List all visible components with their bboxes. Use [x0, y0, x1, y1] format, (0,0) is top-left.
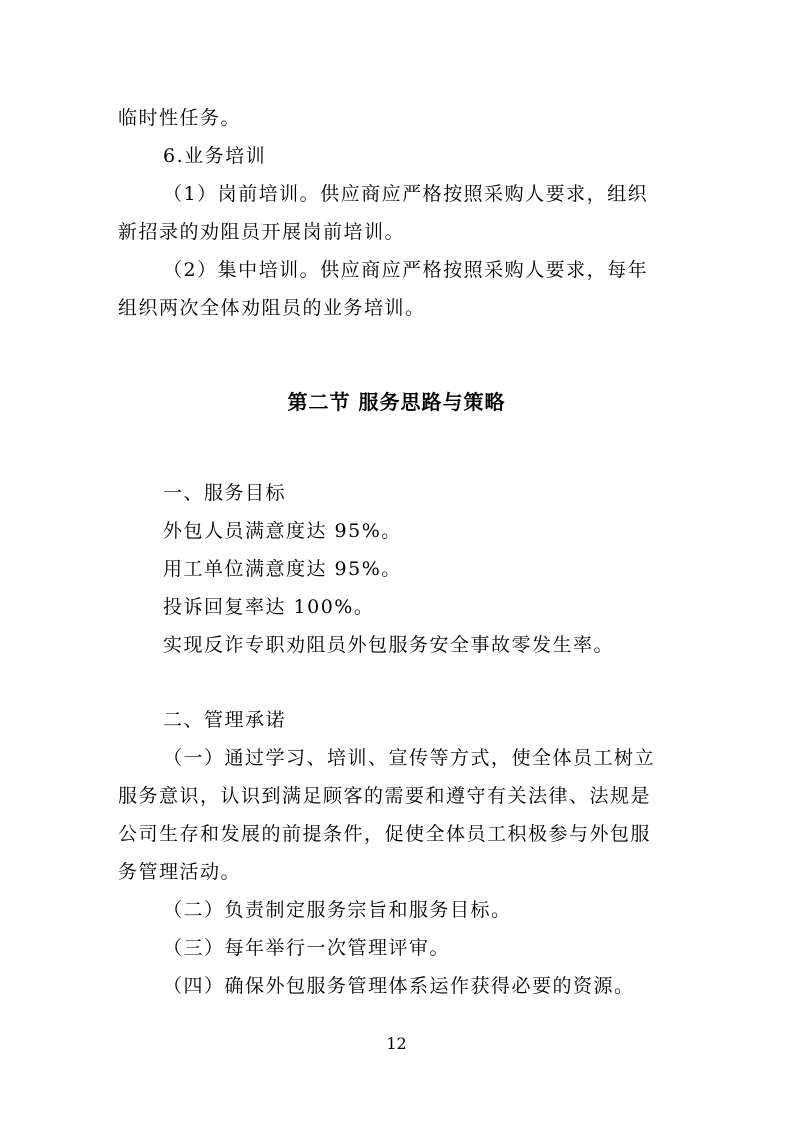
paragraph-line: （1）岗前培训。供应商应严格按照采购人要求，组织 — [163, 183, 649, 205]
goal-item: 实现反诈专职劝阻员外包服务安全事故零发生率。 — [163, 634, 615, 656]
goals-title: 一、服务目标 — [163, 482, 287, 504]
paragraph-line: 务管理活动。 — [118, 861, 242, 883]
paragraph-line: 新招录的劝阻员开展岗前培训。 — [118, 221, 406, 243]
commitments-title: 二、管理承诺 — [163, 709, 287, 731]
goal-item: 外包人员满意度达 95%。 — [163, 520, 402, 542]
paragraph-line: 临时性任务。 — [118, 107, 242, 129]
paragraph-line: （2）集中培训。供应商应严格按照采购人要求，每年 — [163, 259, 649, 281]
paragraph-line: 组织两次全体劝阻员的业务培训。 — [118, 297, 426, 319]
paragraph-line: （二）负责制定服务宗旨和服务目标。 — [163, 899, 512, 921]
goal-item: 用工单位满意度达 95%。 — [163, 558, 402, 580]
paragraph-line: 服务意识，认识到满足顾客的需要和遵守有关法律、法规是 — [118, 785, 652, 807]
goal-item: 投诉回复率达 100%。 — [163, 596, 375, 618]
paragraph-line: （一）通过学习、培训、宣传等方式，使全体员工树立 — [163, 747, 656, 769]
subsection-title: 6.业务培训 — [163, 145, 267, 167]
paragraph-line: （四）确保外包服务管理体系运作获得必要的资源。 — [163, 975, 635, 997]
section-heading: 第二节 服务思路与策略 — [287, 390, 506, 414]
paragraph-line: （三）每年举行一次管理评审。 — [163, 937, 451, 959]
paragraph-line: 公司生存和发展的前提条件，促使全体员工积极参与外包服 — [118, 823, 652, 845]
page-number: 12 — [386, 1034, 407, 1053]
